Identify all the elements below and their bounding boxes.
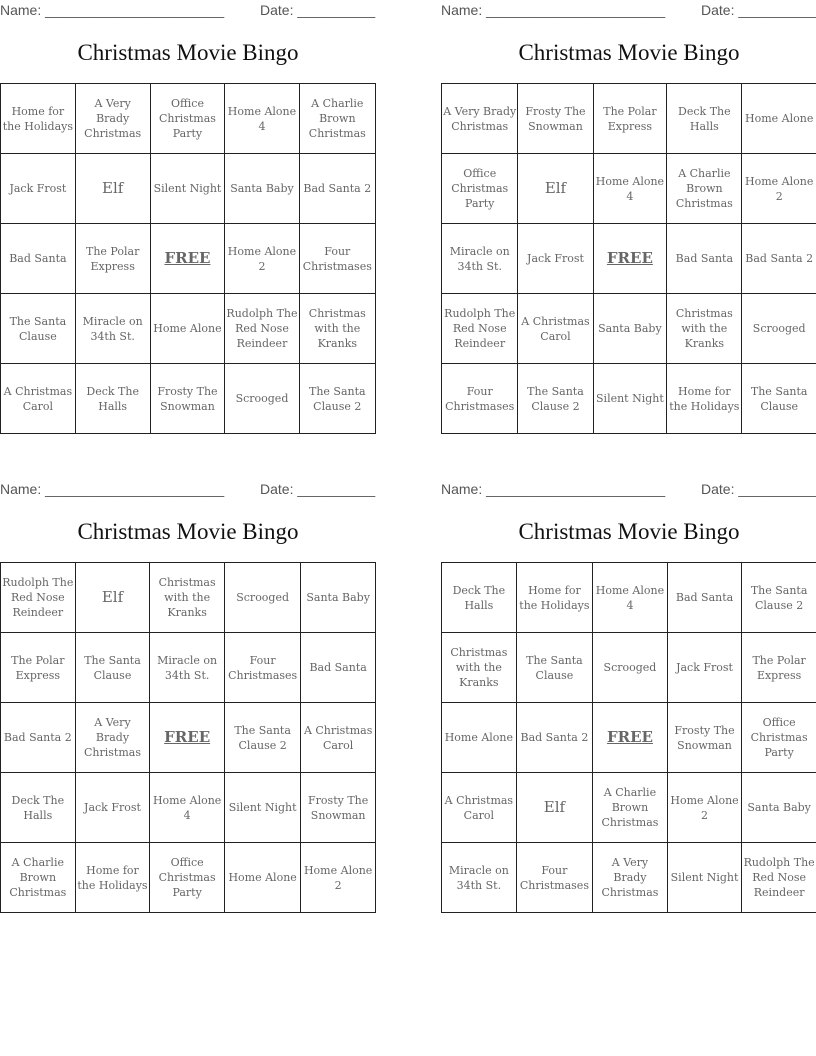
bingo-cell: A Christmas Carol [1,364,76,434]
name-field-label: Name: _______________________ [0,2,225,18]
bingo-cell: Santa Baby [225,154,299,224]
bingo-cell: A Charlie Brown Christmas [667,154,742,224]
bingo-cell: The Santa Clause [742,364,816,434]
bingo-cell: Silent Night [593,364,667,434]
name-date-line [0,0,376,22]
card-title: Christmas Movie Bingo [77,40,299,65]
bingo-cell: Home Alone 4 [593,563,668,633]
name-field-label: Name: _______________________ [441,481,666,497]
date-field-label: Date: __________ [260,2,376,18]
name-date-line [441,479,816,501]
bingo-cell: The Santa Clause [75,633,150,703]
bingo-cell: Home Alone [442,703,517,773]
bingo-cell: Deck The Halls [442,563,517,633]
bingo-cell: Elf [75,154,150,224]
bingo-cell: Silent Night [667,843,741,913]
bingo-cell: Rudolph The Red Nose Reindeer [742,843,816,913]
bingo-row [1,84,376,154]
bingo-cell: Home Alone 4 [225,84,299,154]
date-field-label: Date: __________ [260,481,376,497]
bingo-row [442,843,816,913]
bingo-cell: The Polar Express [593,84,667,154]
bingo-cell: Bad Santa 2 [1,703,76,773]
bingo-row [1,563,376,633]
bingo-cell: Rudolph The Red Nose Reindeer [442,294,518,364]
bingo-cell: Scrooged [224,563,300,633]
bingo-cell: Four Christmases [299,224,375,294]
bingo-cell: Four Christmases [516,843,592,913]
bingo-cell: Christmas with the Kranks [442,633,517,703]
bingo-row [1,294,376,364]
bingo-cell: A Christmas Carol [442,773,517,843]
bingo-cell: Bad Santa 2 [299,154,375,224]
bingo-cell: Frosty The Snowman [150,364,225,434]
bingo-cell: Rudolph The Red Nose Reindeer [1,563,76,633]
free-space-cell: FREE [150,224,225,294]
bingo-cell: Four Christmases [442,364,518,434]
bingo-cell: Deck The Halls [667,84,742,154]
bingo-cell: Frosty The Snowman [301,773,376,843]
bingo-row [1,843,376,913]
bingo-cell: A Charlie Brown Christmas [593,773,668,843]
bingo-cell: Bad Santa 2 [516,703,592,773]
bingo-cell: A Very Brady Christmas [75,703,150,773]
bingo-cell: Scrooged [593,633,668,703]
bingo-grid [0,562,376,913]
bingo-cell: The Santa Clause [516,633,592,703]
bingo-cell: Office Christmas Party [150,843,225,913]
bingo-cell: Elf [75,563,150,633]
bingo-cell: Home Alone 2 [301,843,376,913]
bingo-cell: The Santa Clause 2 [299,364,375,434]
bingo-cell: Home Alone [150,294,225,364]
bingo-row [442,703,816,773]
bingo-row [1,224,376,294]
bingo-row [442,364,816,434]
bingo-cell: Home Alone 4 [150,773,225,843]
bingo-cell: A Christmas Carol [518,294,593,364]
bingo-cell: Scrooged [225,364,299,434]
bingo-row [1,364,376,434]
bingo-cell: Elf [516,773,592,843]
date-field-label: Date: __________ [701,2,816,18]
card-title: Christmas Movie Bingo [518,40,740,65]
bingo-cell: A Charlie Brown Christmas [299,84,375,154]
bingo-row [442,563,816,633]
bingo-cell: Home Alone 4 [593,154,667,224]
bingo-cell: Jack Frost [1,154,76,224]
bingo-cell: Jack Frost [518,224,593,294]
bingo-cell: Scrooged [742,294,816,364]
bingo-cell: Bad Santa [667,224,742,294]
bingo-row [442,294,816,364]
bingo-cell: Miracle on 34th St. [442,224,518,294]
bingo-cell: Miracle on 34th St. [150,633,225,703]
bingo-cell: Home for the Holidays [667,364,742,434]
free-space-cell: FREE [593,224,667,294]
bingo-cell: The Polar Express [75,224,150,294]
bingo-grid [0,83,376,434]
name-field-label: Name: _______________________ [441,2,666,18]
bingo-cell: Christmas with the Kranks [667,294,742,364]
date-field-label: Date: __________ [701,481,816,497]
bingo-cell: Rudolph The Red Nose Reindeer [225,294,299,364]
bingo-cell: Miracle on 34th St. [75,294,150,364]
bingo-cell: Santa Baby [593,294,667,364]
free-space-cell: FREE [593,703,668,773]
bingo-cell: The Santa Clause 2 [224,703,300,773]
bingo-grid [441,83,816,434]
bingo-cell: A Very Brady Christmas [593,843,668,913]
bingo-cell: Office Christmas Party [742,703,816,773]
bingo-cell: Santa Baby [742,773,816,843]
bingo-cell: Deck The Halls [75,364,150,434]
bingo-cell: The Santa Clause [1,294,76,364]
bingo-cell: Home Alone 2 [667,773,741,843]
bingo-cell: The Polar Express [742,633,816,703]
bingo-cell: A Very Brady Christmas [75,84,150,154]
name-date-line [441,0,816,22]
bingo-cell: Silent Night [224,773,300,843]
bingo-cell: Home Alone [742,84,816,154]
bingo-cell: A Very Brady Christmas [442,84,518,154]
bingo-cell: Frosty The Snowman [667,703,741,773]
bingo-cell: Bad Santa [301,633,376,703]
bingo-row [442,84,816,154]
bingo-cell: Silent Night [150,154,225,224]
bingo-cell: Office Christmas Party [150,84,225,154]
bingo-cell: Home for the Holidays [1,84,76,154]
bingo-cell: Four Christmases [224,633,300,703]
bingo-row [442,224,816,294]
bingo-row [442,773,816,843]
bingo-row [442,154,816,224]
bingo-cell: Frosty The Snowman [518,84,593,154]
bingo-cell: Home for the Holidays [516,563,592,633]
bingo-cell: Christmas with the Kranks [299,294,375,364]
bingo-cell: Elf [518,154,593,224]
bingo-cell: Home for the Holidays [75,843,150,913]
card-title: Christmas Movie Bingo [518,519,740,544]
bingo-row [442,633,816,703]
bingo-cell: Bad Santa [667,563,741,633]
bingo-cell: A Charlie Brown Christmas [1,843,76,913]
bingo-cell: Bad Santa 2 [742,224,816,294]
bingo-row [1,703,376,773]
bingo-grid [441,562,816,913]
bingo-cell: The Santa Clause 2 [518,364,593,434]
bingo-cell: Bad Santa [1,224,76,294]
bingo-row [1,773,376,843]
bingo-cell: Miracle on 34th St. [442,843,517,913]
free-space-cell: FREE [150,703,225,773]
bingo-cell: Jack Frost [75,773,150,843]
bingo-cell: Christmas with the Kranks [150,563,225,633]
bingo-cell: The Santa Clause 2 [742,563,816,633]
card-title: Christmas Movie Bingo [77,519,299,544]
bingo-cell: Office Christmas Party [442,154,518,224]
name-field-label: Name: _______________________ [0,481,225,497]
bingo-row [1,154,376,224]
bingo-cell: A Christmas Carol [301,703,376,773]
name-date-line [0,479,376,501]
bingo-cell: Santa Baby [301,563,376,633]
bingo-row [1,633,376,703]
bingo-cell: Home Alone [224,843,300,913]
bingo-cell: Home Alone 2 [225,224,299,294]
bingo-cell: The Polar Express [1,633,76,703]
bingo-cell: Deck The Halls [1,773,76,843]
bingo-cell: Jack Frost [667,633,741,703]
bingo-cell: Home Alone 2 [742,154,816,224]
